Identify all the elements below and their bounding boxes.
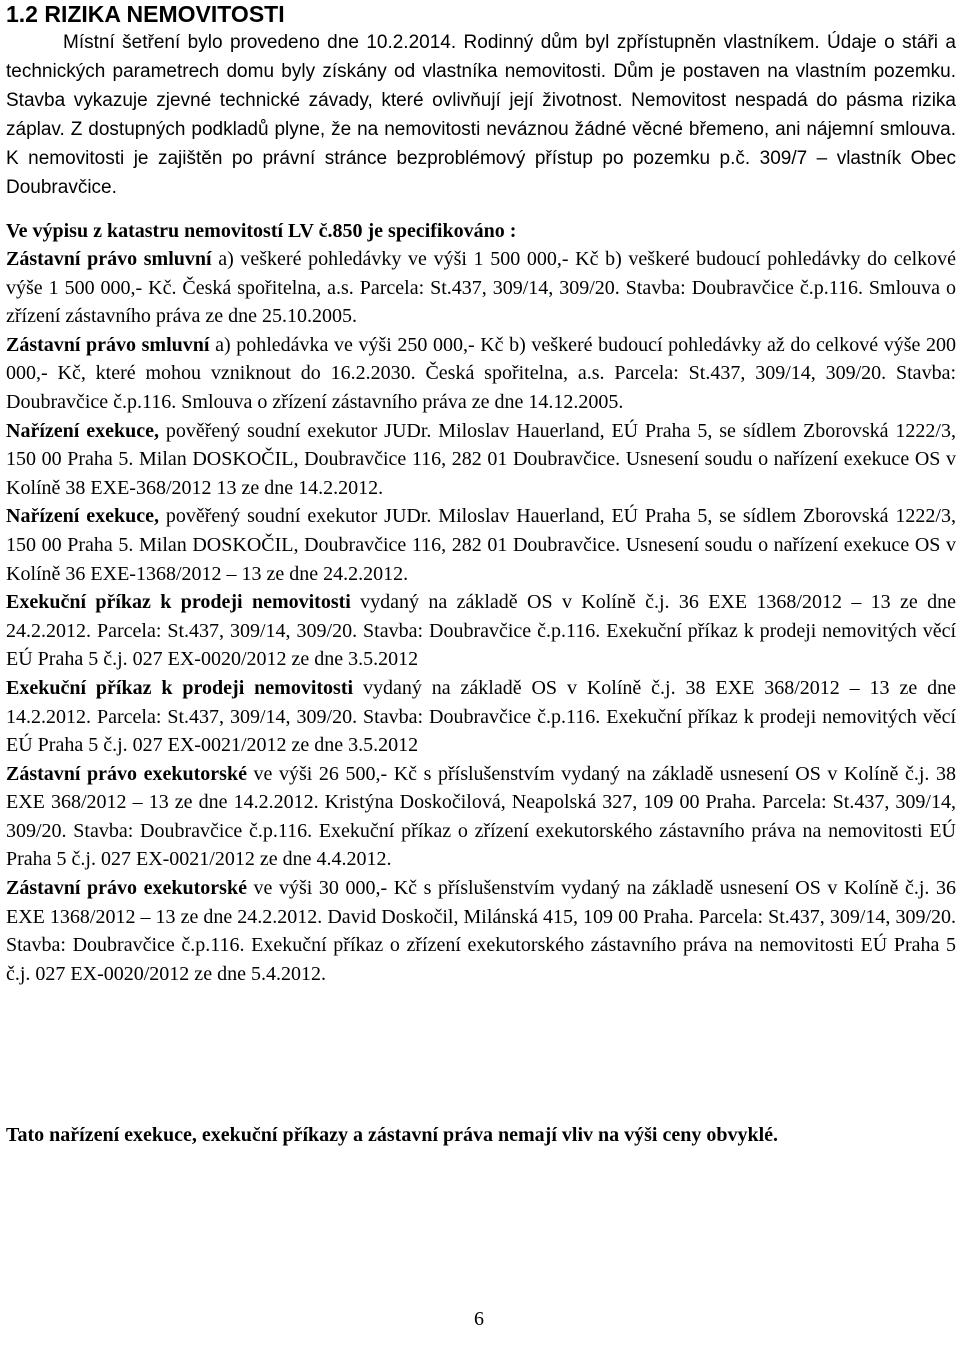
entry-title: Zástavní právo exekutorské [6,762,247,785]
encumbrance-entry [6,502,956,588]
entry-title: Nařízení exekuce, [6,505,159,528]
entry-title: Exekuční příkaz k prodeji nemovitosti [6,676,354,699]
encumbrance-entry [6,331,956,417]
entry-title: Exekuční příkaz k prodeji nemovitosti [6,591,351,614]
entry-title: Zástavní právo exekutorské [6,877,247,900]
entry-title: Zástavní právo smluvní [6,333,210,356]
entry-text: vydaný na základě OS v Kolíně č.j. 38 EXE 368/2012 – 13 ze dne 14.2.2012. Parcela: St.437, 309/14, 309/20. Stavba: Doubravčice č.p.116. Exekuční příkaz k prodeji nemovitých věcí EÚ Praha 5 č.j. 027 EX-0021/2012 ze dne 3.5.2012 [6,676,956,757]
entry-text: a) pohledávka ve výši 250 000,- Kč b) veškeré budoucí pohledávky až do celkové výše 200 000,- Kč, které mohou vzniknout do 16.2.2030. Česká spořitelna, a.s. Parcela: St.437, 309/14, 309/20. Stavba: Doubravčice č.p.116. Smlouva o zřízení zástavního práva ze dne 14.12.2005. [6,333,956,413]
encumbrance-entry [6,417,956,503]
encumbrance-entry [6,245,956,331]
entry-text: a) veškeré pohledávky ve výši 1 500 000,- Kč b) veškeré budoucí pohledávky do celkové výše 1 500 000,- Kč. Česká spořitelna, a.s. Parcela: St.437, 309/14, 309/20. Stavba: Doubravčice č.p.116. Smlouva o zřízení zástavního práva ze dne 25.10.2005. [6,248,956,328]
entry-title: Zástavní právo smluvní [6,248,212,270]
footer-note: Tato nařízení exekuce, exekuční příkazy a zástavní práva nemají vliv na výši ceny obvyklé. [6,1124,779,1146]
encumbrance-entry [6,760,956,874]
entry-text: pověřený soudní exekutor JUDr. Miloslav Hauerland, EÚ Praha 5, se sídlem Zborovská 1222/3, 150 00 Praha 5. Milan DOSKOČIL, Doubravčice 116, 282 01 Doubravčice. Usnesení soudu o nařízení exekuce OS v Kolíně 38 EXE-368/2012 13 ze dne 14.2.2012. [6,419,956,499]
encumbrance-entry [6,588,956,674]
page-number: 6 [474,1308,484,1330]
entry-text: pověřený soudní exekutor JUDr. Miloslav Hauerland, EÚ Praha 5, se sídlem Zborovská 1222/3, 150 00 Praha 5. Milan DOSKOČIL, Doubravčice 116, 282 01 Doubravčice. Usnesení soudu o nařízení exekuce OS v Kolíně 36 EXE-1368/2012 – 13 ze dne 24.2.2012. [6,505,956,585]
entry-text: vydaný na základě OS v Kolíně č.j. 36 EXE 1368/2012 – 13 ze dne 24.2.2012. Parcela: St.437, 309/14, 309/20. Stavba: Doubravčice č.p.116. Exekuční příkaz k prodeji nemovitých věcí EÚ Praha 5 č.j. 027 EX-0020/2012 ze dne 3.5.2012 [6,591,956,671]
entry-text: ve výši 30 000,- Kč s příslušenstvím vydaný na základě usnesení OS v Kolíně č.j. 36 EXE 1368/2012 – 13 ze dne 24.2.2012. David Doskočil, Milánská 415, 109 00 Praha. Parcela: St.437, 309/14, 309/20. Stavba: Doubravčice č.p.116. Exekuční příkaz o zřízení exekutorského zástavního práva na nemovitosti EÚ Praha 5 č.j. 027 EX-0020/2012 ze dne 5.4.2012. [6,877,956,985]
entry-title: Nařízení exekuce, [6,419,159,442]
document-page [6,0,956,1146]
encumbrance-list [6,245,956,988]
encumbrance-entry [6,874,956,988]
lv-heading: Ve výpisu z katastru nemovitostí LV č.850 je specifikováno : [6,220,517,242]
entry-text: ve výši 26 500,- Kč s příslušenstvím vydaný na základě usnesení OS v Kolíně č.j. 38 EXE 368/2012 – 13 ze dne 14.2.2012. Kristýna Doskočilová, Neapolská 327, 109 00 Praha. Parcela: St.437, 309/14, 309/20. Stavba: Doubravčice č.p.116. Exekuční příkaz o zřízení exekutorského zástavního práva na nemovitosti EÚ Praha 5 č.j. 027 EX-0021/2012 ze dne 4.4.2012. [6,762,956,871]
encumbrance-entry [6,674,956,760]
section-title: 1.2 RIZIKA NEMOVITOSTI [6,1,285,27]
intro-paragraph: Místní šetření bylo provedeno dne 10.2.2014. Rodinný dům byl zpřístupněn vlastníkem. Údaje o stáři a technických parametrech domu byly získány od vlastníka nemovitosti. Dům je postaven na vlastním pozemku. Stavba vykazuje zjevné technické závady, které ovlivňují její životnost. Nemovitost nespadá do pásma rizika záplav. Z dostupných podkladů plyne, že na nemovitosti neváznou žádné věcné břemeno, ani nájemní smlouva. K nemovitosti je zajištěn po právní stránce bezproblémový přístup po pozemku p.č. 309/7 – vlastník Obec Doubravčice. [6,32,956,198]
